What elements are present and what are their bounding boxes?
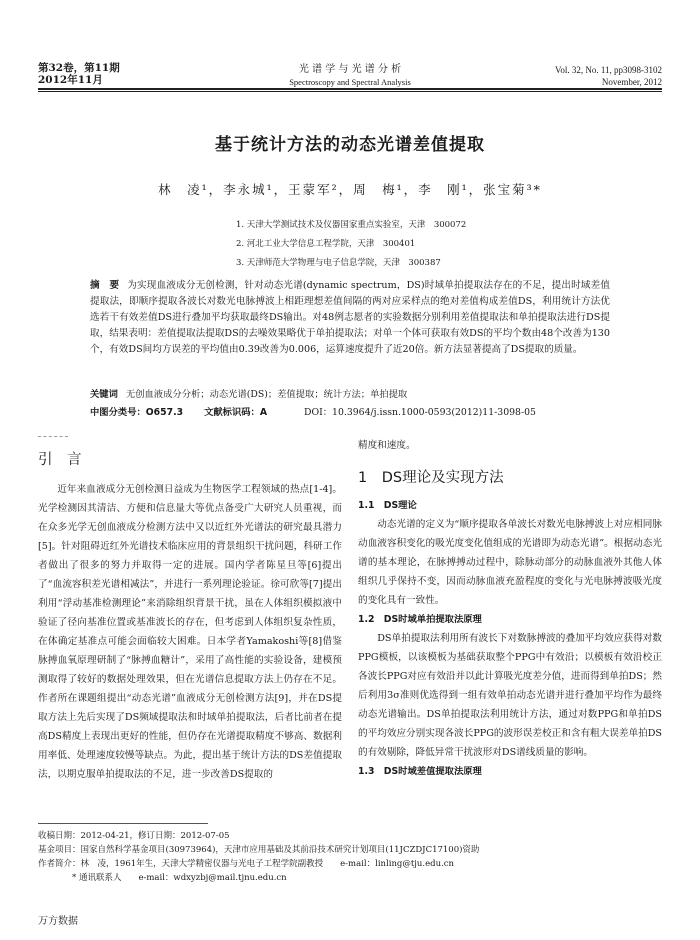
footnote-rule bbox=[38, 823, 208, 824]
paper-title: 基于统计方法的动态光谱差值提取 bbox=[215, 135, 485, 155]
subsection-1-1-text: 动态光谱的定义为“顺序提取各单波长对数光电脉搏波上对应相同脉动血液容积变化的吸光度变化值组成的光谱即为动态光谱”。根据动态光谱的基本理论，在脉搏搏动过程中，除脉动部分的动脉血液外其他人体组织几乎保持不变，因而动脉血液充盈程度的变化与光电脉搏波吸光度的变化具有一致性。 bbox=[358, 519, 662, 606]
watermark: 万方数据 bbox=[38, 916, 78, 927]
section-1-heading: 1 DS理论及实现方法 bbox=[358, 470, 504, 486]
author-bio: 作者简介：林 凌，1961年生，天津大学精密仪器与光电子工程学院副教授 e-mail：linling@tju.edu.cn bbox=[38, 859, 454, 869]
column-mark bbox=[38, 436, 68, 438]
footnotes bbox=[38, 829, 662, 885]
right-column bbox=[358, 436, 662, 781]
journal-name-cn: 光 谱 学 与 光 谱 分 析 bbox=[298, 64, 402, 75]
affiliation-2: 2. 河北工业大学信息工程学院，天津 300401 bbox=[236, 239, 416, 249]
volume-issue: 第32卷，第11期 bbox=[38, 62, 120, 74]
intro-continuation: 精度和速度。 bbox=[358, 440, 416, 451]
keywords-label: 关键词 bbox=[90, 389, 118, 400]
subsection-1-3-heading: 1.3 DS时域差值提取法原理 bbox=[358, 766, 482, 777]
affiliation-1: 1. 天津大学测试技术及仪器国家重点实验室，天津 300072 bbox=[236, 220, 467, 230]
fund-info: 基金项目：国家自然科学基金项目(30973964)，天津市应用基础及其前沿技术研究计划项目(11JCZDJC17100)资助 bbox=[38, 845, 480, 855]
journal-pages bbox=[555, 64, 662, 88]
volume-pages: Vol. 32, No. 11, pp3098-3102 bbox=[554, 65, 662, 75]
subsection-1-2-heading: 1.2 DS时域单拍提取法原理 bbox=[358, 614, 482, 625]
intro-paragraph: 近年来血液成分无创检测日益成为生物医学工程领域的热点[1-4]。光学检测因其清洁、方便和信息量大等优点备受广大研究人员重视，而在众多光学无创血液成分检测方法中又以近红外光谱法的研究最具潜力[5]。针对阻碍近红外光谱技术临床应用的背景组织干扰问题，科研工作者做出了很多的努力并取得一定的进展。国内学者陈星旦等[6]提出了“血流容积差光谱相减法”，并进行一系列理论验证。徐可欣等[7]提出利用“浮动基准检测理论”来消除组织背景干扰，虽在人体组织模拟液中验证了径向基准位置或基准波长的存在，但考虑到人体组织复杂性质，在体确定基准点可能会面临较大困难。日本学者Yamakoshi等[8]借鉴脉搏血氧原理研制了“脉搏血糖计”，采用了高性能的实验设备，建模预测取得了较好的数据处理效果，但在光谱信息提取方法上仍存在不足。作者所在课题组提出“动态光谱”血液成分无创检测方法[9]，并在DS提取方法上先后实现了DS频域提取法和时域单拍提取法，后者比前者在提高DS精度上表现出更好的性能，但仍存在光谱提取精度不够高、数据利用率低、处理速度较慢等缺点。为此，提出基于统计方法的DS差值提取法，以期克服单拍提取法的不足，进一步改善DS提取的 bbox=[38, 484, 342, 780]
doi: DOI：10.3964/j.issn.1000-0593(2012)11-3098-05 bbox=[304, 407, 536, 418]
corresponding-author: * 通讯联系人 e-mail：wdxyzbj@mail.tjnu.edu.cn bbox=[72, 873, 287, 883]
keywords-text: 无创血液成分分析；动态光谱(DS)；差值提取；统计方法；单拍提取 bbox=[125, 389, 408, 400]
subsection-1-1-heading: 1.1 DS理论 bbox=[358, 500, 417, 511]
document-code: 文献标识码：A bbox=[204, 407, 268, 418]
abstract-label: 摘 要 bbox=[90, 280, 120, 291]
issue-month: November, 2012 bbox=[601, 77, 662, 87]
header-rule bbox=[38, 88, 662, 90]
intro-body bbox=[38, 480, 342, 784]
intro-heading: 引 言 bbox=[38, 452, 82, 468]
issue-date: 2012年11月 bbox=[38, 74, 103, 86]
article-meta bbox=[90, 405, 630, 421]
clc-number: 中图分类号：O657.3 bbox=[90, 407, 184, 418]
header-rule-thin bbox=[38, 91, 662, 92]
affiliations bbox=[236, 216, 466, 273]
affiliation-3: 3. 天津师范大学物理与电子信息学院，天津 300387 bbox=[236, 258, 441, 268]
author-list: 林 凌¹，李永城¹，王蒙军²，周 梅¹，李 刚¹，张宝菊³* bbox=[158, 182, 542, 197]
journal-name-en: Spectroscopy and Spectral Analysis bbox=[289, 77, 411, 87]
keywords bbox=[90, 387, 610, 403]
abstract bbox=[90, 278, 610, 358]
received-date: 收稿日期：2012-04-21，修订日期：2012-07-05 bbox=[38, 831, 230, 841]
abstract-text: 为实现血液成分无创检测，针对动态光谱(dynamic spectrum，DS)时域单拍提取法存在的不足，提出时域差值提取法，即顺序提取各波长对数光电脉搏波上相距理想差值间隔的两对应采样点的绝对差值构成差值DS，利用统计方法优选若干有效差值DS进行叠加平均获取最终DS输出。对48例志愿者的实验数据分别利用差值提取法和单拍提取法进行DS提取，结果表明：差值提取法提取DS的去噪效果略优于单拍提取法；对单一个体可获取有效DS的平均个数由48个改善为130个，有效DS间均方误差的平均值由0.39改善为0.006，运算速度提升了近20倍。新方法显著提高了DS提取的质量。 bbox=[90, 280, 610, 355]
subsection-1-2-text: DS单拍提取法利用所有波长下对数脉搏波的叠加平均效应获得对数PPG模板，以该模板为基础获取整个PPG中有效沿；以模板有效沿校正各波长PPG对应有效沿并以此计算吸光度差分值，进而得到单拍DS；然后利用3σ准则优选得到一组有效单拍动态光谱并进行叠加平均作为最终动态光谱输出。DS单拍提取法利用统计方法，通过对数PPG和单拍DS的平均效应分别实现各波长PPG的波形误差校正和含有粗大误差单拍DS的有效剔除，降低异常干扰波形对DS谱线质量的影响。 bbox=[358, 633, 662, 758]
